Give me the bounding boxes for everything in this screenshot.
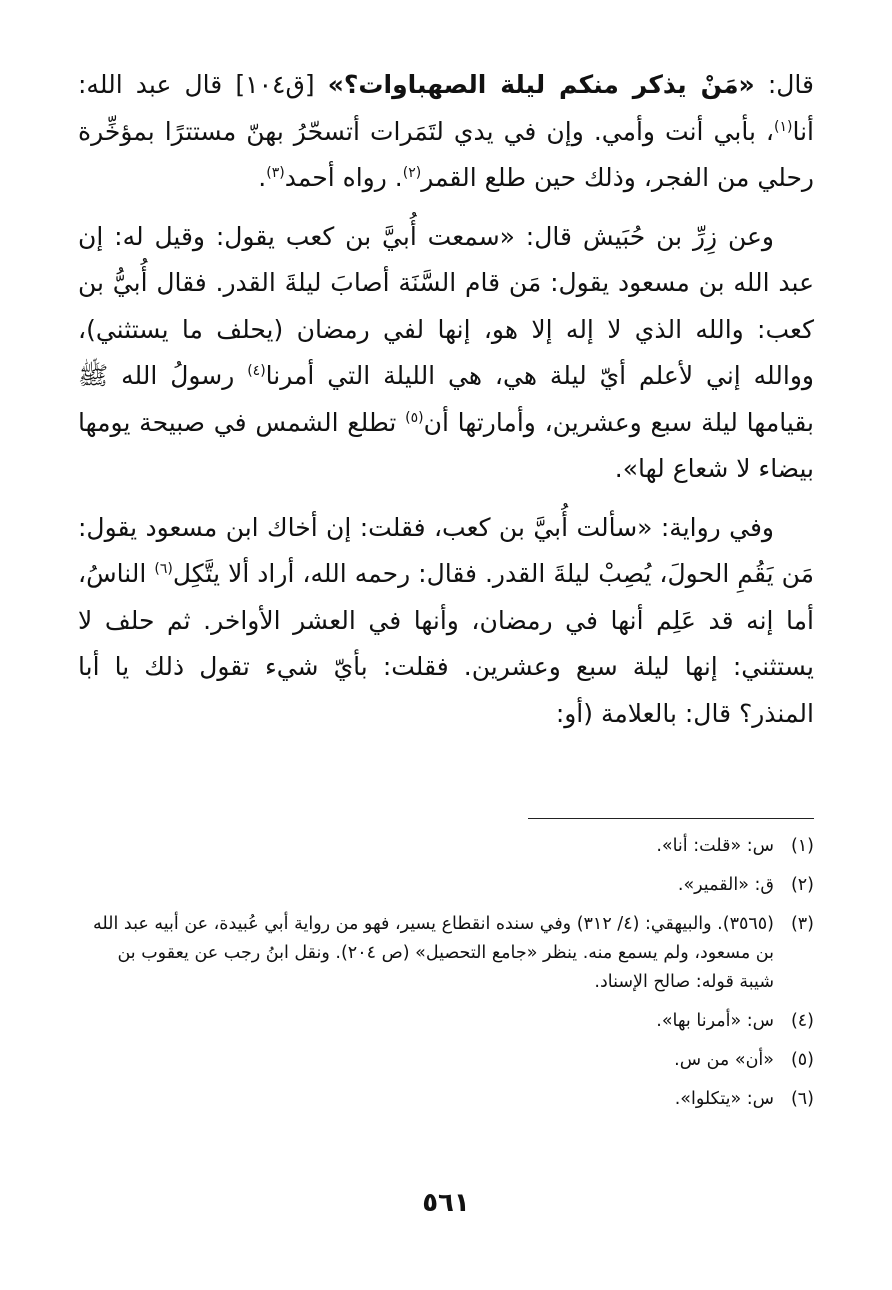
text-run: تطلع الشمس في صبيحة يومها بيضاء لا شعاع لها». [78,407,814,483]
footnote-number: (٦) [790,1089,814,1109]
footnote-number: (٢) [790,875,814,895]
footnote-3 [78,910,814,997]
page-number: ٥٦١ [422,1188,470,1218]
paragraph-1 [78,62,814,202]
text-run: رسولُ الله ﷺ بقيامها ليلة سبع وعشرين، وأمارتها أن [78,361,814,437]
text-run: ، بأبي أنت وأمي. وإن في يدي لتَمَرات أتسحّرُ بهنّ مستترًا بمؤخِّرة رحلي من الفجر، وذلك حين طلع القمر [78,116,814,192]
footnote-number: (٥) [790,1050,814,1070]
footnote-6 [78,1085,814,1114]
footnote-text: س: «يتكلوا». [674,1089,774,1109]
footnote-ref: (٤) [247,363,266,379]
text-run: وفي رواية: «سألت أُبيَّ بن كعب، فقلت: إن أخاك ابن مسعود يقول: مَن يَقُمِ الحولَ، يُصِبْ ليلةَ القدر. فقال: رحمه الله، أراد ألا يتَّكِل [78,512,814,588]
paragraph-3 [78,505,814,738]
text-run: . [258,163,267,192]
footnote-2 [78,871,814,900]
footnote-ref: (١) [774,118,793,135]
footnote-4 [78,1007,814,1036]
footnote-ref: (٢) [402,165,422,181]
footnote-5 [78,1046,814,1075]
footnote-1 [78,832,814,861]
footnotes [78,832,814,1124]
text-run: . رواه أحمد [284,163,403,192]
footnote-text: ق: «القمير». [677,875,774,895]
footnote-text: س: «أمرنا بها». [656,1011,774,1031]
paragraph-2 [78,214,814,493]
footnote-ref: (٣) [266,165,285,181]
text-run: الناسُ، أما إنه قد عَلِم أنها في رمضان، وأنها في العشر الأواخر. ثم حلف لا يستثني: إنها ليلة سبع وعشرين. فقلت: بأيّ شيء تقول ذلك يا أبا المنذر؟ قال: بالعلامة (أو: [78,559,814,728]
text-run: [ق١٠٤] قال عبد الله: أنا [78,70,814,146]
footnote-divider [528,818,814,819]
text-run: قال: [754,70,814,99]
text-run: وعن زِرِّ بن حُبَيش قال: «سمعت أُبيَّ بن كعب يقول: وقيل له: إن عبد الله بن مسعود يقول: مَن قام السَّنَة أصابَ ليلةَ القدر. فقال أُبيُّ بن كعب: والله الذي لا إله إلا هو، إنها لفي رمضان (يحلف ما يستثني)، ووالله إني لأعلم أيّ ليلة هي، هي الليلة التي أمرنا [78,221,814,390]
footnote-number: (٤) [790,1011,814,1031]
footnote-text: س: «قلت: أنا». [656,836,774,856]
footnote-number: (٣) [790,914,814,934]
footnote-text: (٣٥٦٥). والبيهقي: (٤/ ٣١٢) وفي سنده انقطاع يسير، فهو من رواية أبي عُبيدة، عن أبيه عبد الله بن مسعود، ولم يسمع منه. ينظر «جامع التحصيل» (ص ٢٠٤). ونقل ابنُ رجب عن يعقوب بن شيبة قوله: صالح الإسناد. [92,914,774,992]
footnote-number: (١) [790,836,814,856]
footnote-ref: (٦) [154,561,173,577]
quote-bold: «مَنْ يذكر منكم ليلة الصهباوات؟» [327,70,755,99]
main-text [78,62,814,749]
footnote-text: «أن» من س. [674,1050,774,1070]
footnote-ref: (٥) [405,409,424,426]
